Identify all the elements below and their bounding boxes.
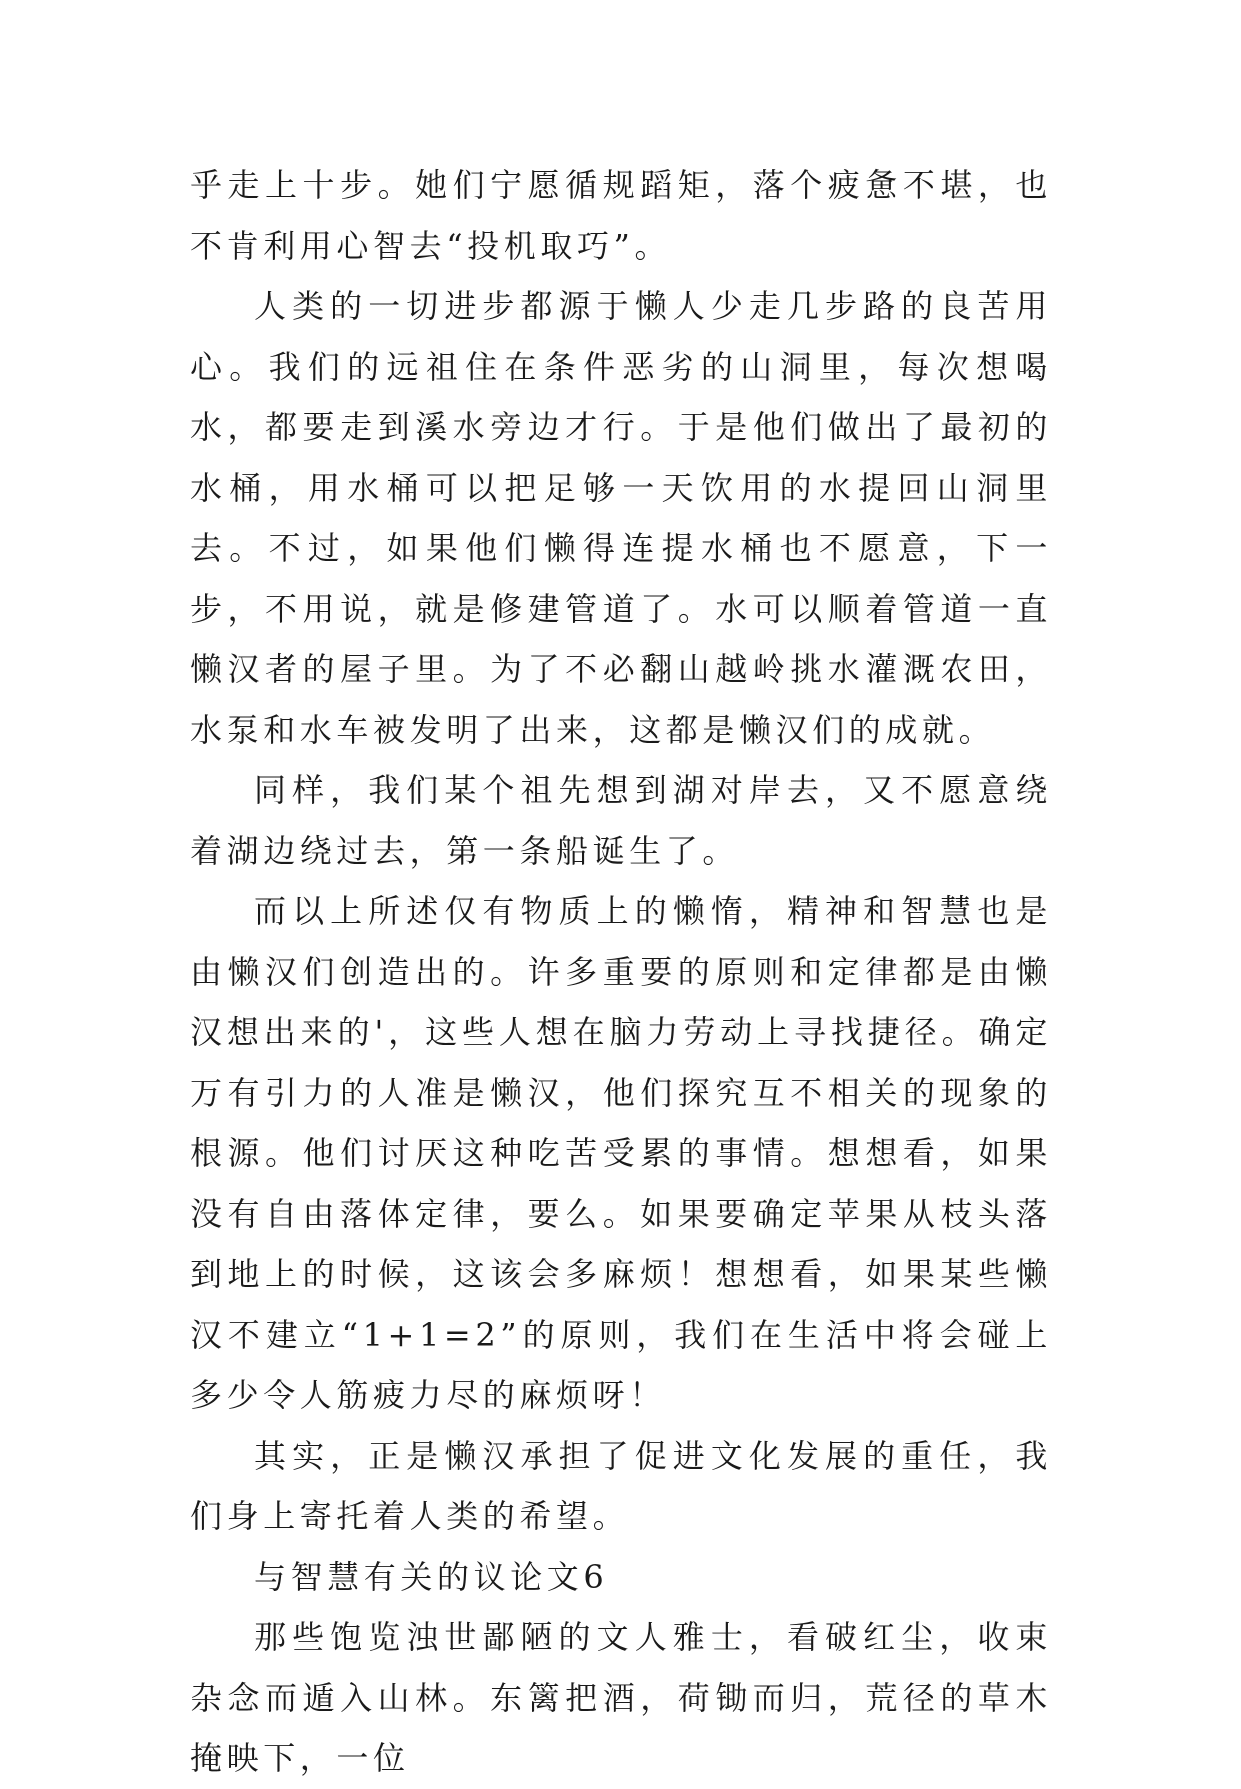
paragraph-6: 那些饱览浊世鄙陋的文人雅士，看破红尘，收束杂念而遁入山林。东篱把酒，荷锄而归，荒径的草木掩映下，一位 — [190, 1618, 1052, 1777]
paragraph-4: 而以上所述仅有物质上的懒惰，精神和智慧也是由懒汉们创造出的。许多重要的原则和定律都是由懒汉想出来的'，这些人想在脑力劳动上寻找捷径。确定万有引力的人准是懒汉，他们探究互不相关的现象的根源。他们讨厌这种吃苦受累的事情。想想看，如果没有自由落体定律，要么。如果要确定苹果从枝头落到地上的时候，这该会多麻烦！想想看，如果某些懒汉不建立“1+1=2”的原则，我们在生活中将会碰上多少令人筋疲力尽的麻烦呀！ — [190, 892, 1052, 1414]
paragraph-2: 人类的一切进步都源于懒人少走几步路的良苦用心。我们的远祖住在条件恶劣的山洞里，每次想喝水，都要走到溪水旁边才行。于是他们做出了最初的水桶，用水桶可以把足够一天饮用的水提回山洞里去。不过，如果他们懒得连提水桶也不愿意，下一步，不用说，就是修建管道了。水可以顺着管道一直懒汉者的屋子里。为了不必翻山越岭挑水灌溉农田，水泵和水车被发明了出来，这都是懒汉们的成就。 — [190, 287, 1052, 749]
paragraph-5: 其实，正是懒汉承担了促进文化发展的重任，我们身上寄托着人类的希望。 — [190, 1436, 1052, 1535]
document-body — [190, 155, 1052, 1789]
paragraph-3: 同样，我们某个祖先想到湖对岸去，又不愿意绕着湖边绕过去，第一条船诞生了。 — [190, 771, 1052, 870]
section-heading: 与智慧有关的议论文6 — [254, 1557, 609, 1596]
paragraph-1: 乎走上十步。她们宁愿循规蹈矩，落个疲惫不堪，也不肯利用心智去“投机取巧”。 — [190, 166, 1052, 265]
